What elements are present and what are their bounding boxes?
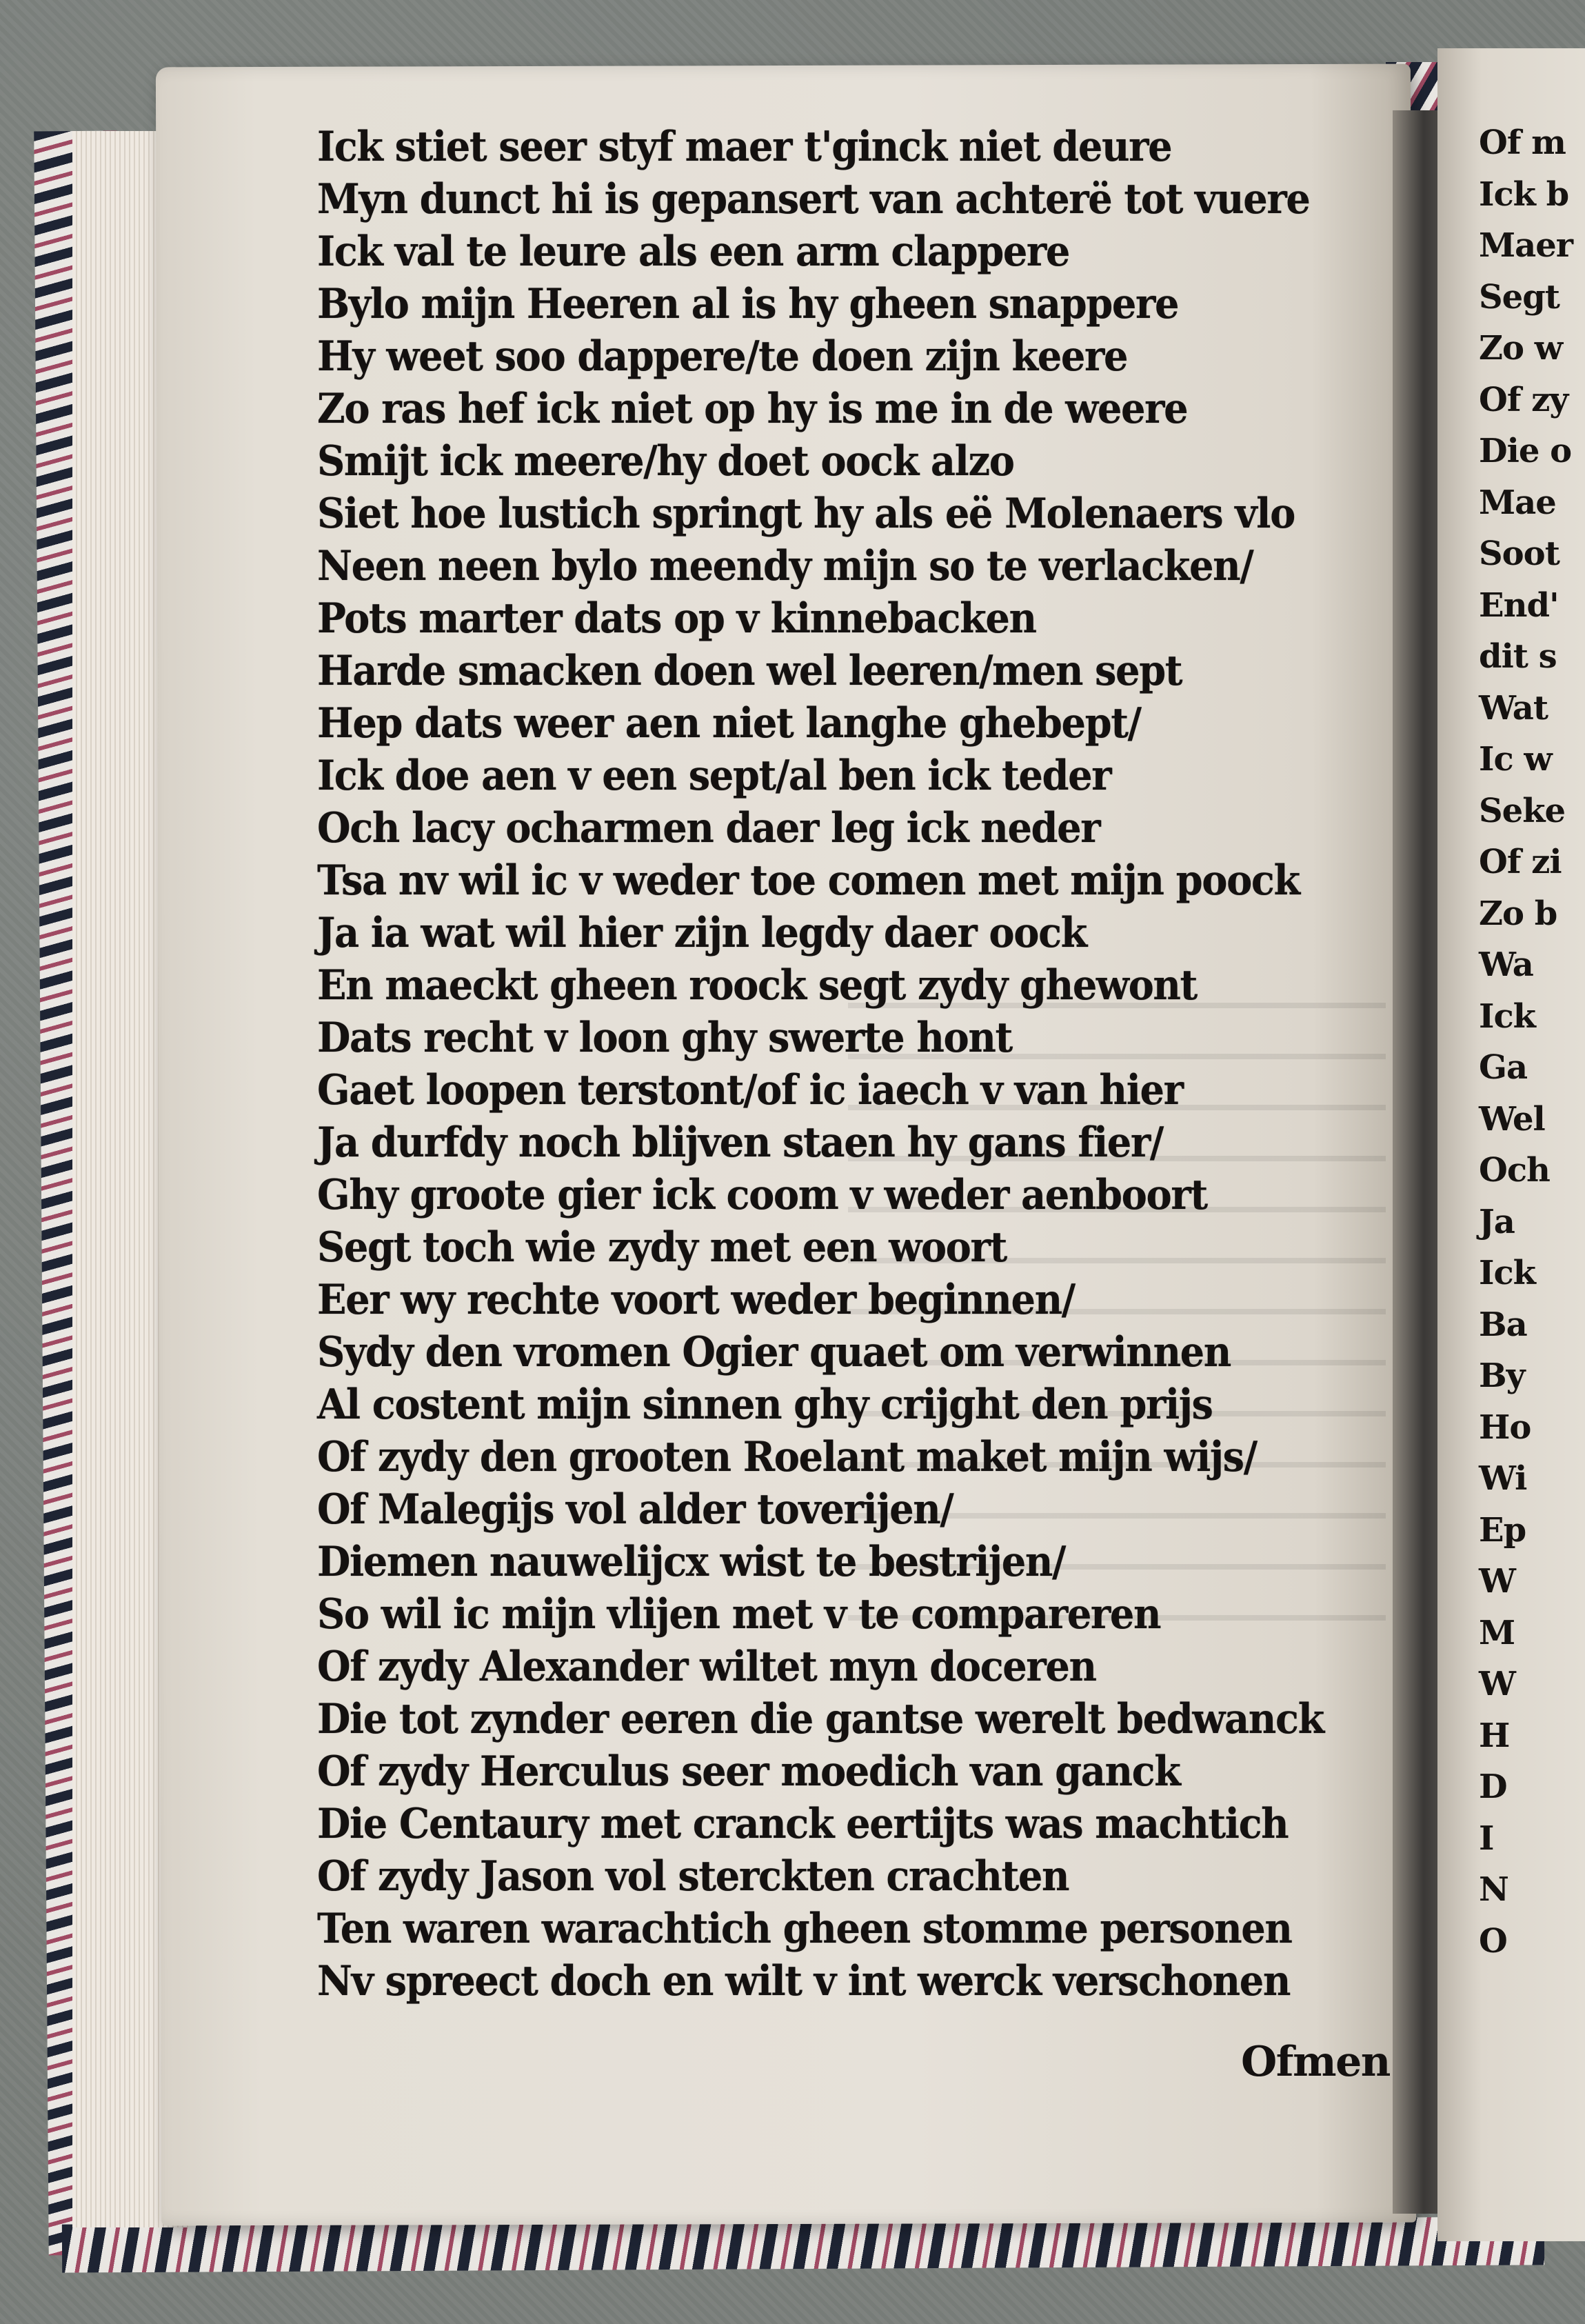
facing-page (1437, 48, 1585, 2241)
verse-line: Segt toch wie zydy met een woort (317, 1223, 1007, 1272)
verse-line: Sydy den vromen Ogier quaet om verwinnen (317, 1328, 1231, 1376)
facing-line-fragment: Zo b (1479, 894, 1557, 933)
verse-text-block (317, 121, 1420, 2007)
verse-line: Myn dunct hi is gepansert van achterë tot vuere (317, 175, 1310, 223)
facing-line-fragment: Of zy (1479, 380, 1568, 419)
facing-line-fragment: Wel (1479, 1099, 1545, 1139)
facing-line-fragment: Of m (1479, 123, 1566, 162)
facing-line-fragment: Segt (1479, 277, 1559, 317)
verse-line: Gaet loopen terstont/of ic iaech v van hier (317, 1066, 1183, 1114)
verse-line: Die Centaury met cranck eertijts was machtich (317, 1800, 1289, 1848)
verse-line: Siet hoe lustich springt hy als eë Molenaers vlo (317, 490, 1295, 538)
verse-line: Dats recht v loon ghy swerte hont (317, 1014, 1012, 1062)
verse-line: Harde smacken doen wel leeren/men sept (317, 647, 1182, 695)
verse-line: Ja durfdy noch blijven staen hy gans fier/ (317, 1119, 1163, 1167)
facing-line-fragment: Of zi (1479, 843, 1562, 881)
verse-line: Zo ras hef ick niet op hy is me in de weere (317, 385, 1188, 433)
verse-line: Ghy groote gier ick coom v weder aenboort (317, 1171, 1207, 1219)
facing-line-fragment: dit s (1479, 637, 1557, 676)
facing-line-fragment: W (1479, 1562, 1515, 1601)
facing-line-fragment: Ja (1479, 1202, 1515, 1241)
facing-line-fragment: Ho (1479, 1408, 1531, 1447)
verse-line: Of zydy Herculus seer moedich van ganck (317, 1747, 1180, 1796)
verse-line: Och lacy ocharmen daer leg ick neder (317, 804, 1100, 852)
facing-line-fragment: Wat (1479, 688, 1548, 728)
facing-line-fragment: Maer (1479, 226, 1573, 265)
verse-line: Bylo mijn Heeren al is hy gheen snappere (317, 280, 1179, 328)
verse-line: Of zydy Jason vol sterckten crachten (317, 1852, 1069, 1901)
facing-line-fragment: Ga (1479, 1048, 1528, 1087)
verse-line: Ick stiet seer styf maer t'ginck niet deure (317, 123, 1172, 171)
facing-line-fragment: Wi (1479, 1459, 1527, 1498)
verse-line: Smijt ick meere/hy doet oock alzo (317, 437, 1014, 485)
facing-line-fragment: Och (1479, 1151, 1550, 1190)
verse-line: En maeckt gheen roock segt zydy ghewont (317, 961, 1197, 1010)
facing-line-fragment: W (1479, 1665, 1515, 1703)
facing-line-fragment: Ba (1479, 1305, 1527, 1344)
facing-line-fragment: O (1479, 1921, 1507, 1961)
verse-line: Diemen nauwelijcx wist te bestrijen/ (317, 1538, 1065, 1586)
facing-line-fragment: Ick (1479, 996, 1535, 1036)
facing-page-lines (1437, 117, 1573, 1967)
verse-line: Eer wy rechte voort weder beginnen/ (317, 1276, 1075, 1324)
facing-line-fragment: I (1479, 1819, 1494, 1858)
verse-line: Of zydy den grooten Roelant maket mijn wijs/ (317, 1433, 1257, 1481)
verse-line: Ick doe aen v een sept/al ben ick teder (317, 752, 1111, 800)
verse-line: Die tot zynder eeren die gantse werelt bedwanck (317, 1695, 1324, 1743)
facing-line-fragment: Ick b (1479, 174, 1569, 214)
facing-line-fragment: Seke (1479, 791, 1565, 830)
verse-line: Neen neen bylo meendy mijn so te verlacken/ (317, 542, 1253, 590)
facing-line-fragment: Ick (1479, 1254, 1535, 1292)
verse-line: Ten waren warachtich gheen stomme personen (317, 1905, 1292, 1953)
verse-line: Tsa nv wil ic v weder toe comen met mijn poock (317, 857, 1300, 905)
verse-line: Hy weet soo dappere/te doen zijn keere (317, 332, 1128, 381)
facing-line-fragment: Wa (1479, 945, 1533, 984)
facing-line-fragment: Mae (1479, 483, 1556, 522)
verse-line: Nv spreect doch en wilt v int werck verschonen (317, 1957, 1290, 2005)
verse-line: Pots marter dats op v kinnebacken (317, 594, 1036, 643)
catchword: Ofmen (1241, 2038, 1390, 2086)
verse-line: So wil ic mijn vlijen met v te compareren (317, 1590, 1161, 1639)
verse-line: Hep dats weer aen niet langhe ghebept/ (317, 699, 1141, 748)
verse-line: Ja ia wat wil hier zijn legdy daer oock (317, 909, 1087, 957)
facing-line-fragment: By (1479, 1356, 1525, 1395)
facing-line-fragment: Ic w (1479, 740, 1552, 779)
facing-line-fragment: Ep (1479, 1510, 1526, 1550)
facing-line-fragment: Zo w (1479, 329, 1563, 368)
verse-line: Of zydy Alexander wiltet myn doceren (317, 1643, 1096, 1691)
facing-line-fragment: N (1479, 1870, 1508, 1909)
verse-line: Al costent mijn sinnen ghy crijght den prijs (317, 1381, 1213, 1429)
facing-line-fragment: M (1479, 1613, 1515, 1652)
verse-line: Ick val te leure als een arm clappere (317, 228, 1070, 276)
verse-line: Of Malegijs vol alder toverijen/ (317, 1485, 953, 1534)
facing-line-fragment: End' (1479, 585, 1559, 625)
facing-line-fragment: Soot (1479, 534, 1559, 573)
facing-line-fragment: D (1479, 1767, 1507, 1806)
facing-line-fragment: Die o (1479, 432, 1572, 470)
facing-line-fragment: H (1479, 1716, 1510, 1755)
